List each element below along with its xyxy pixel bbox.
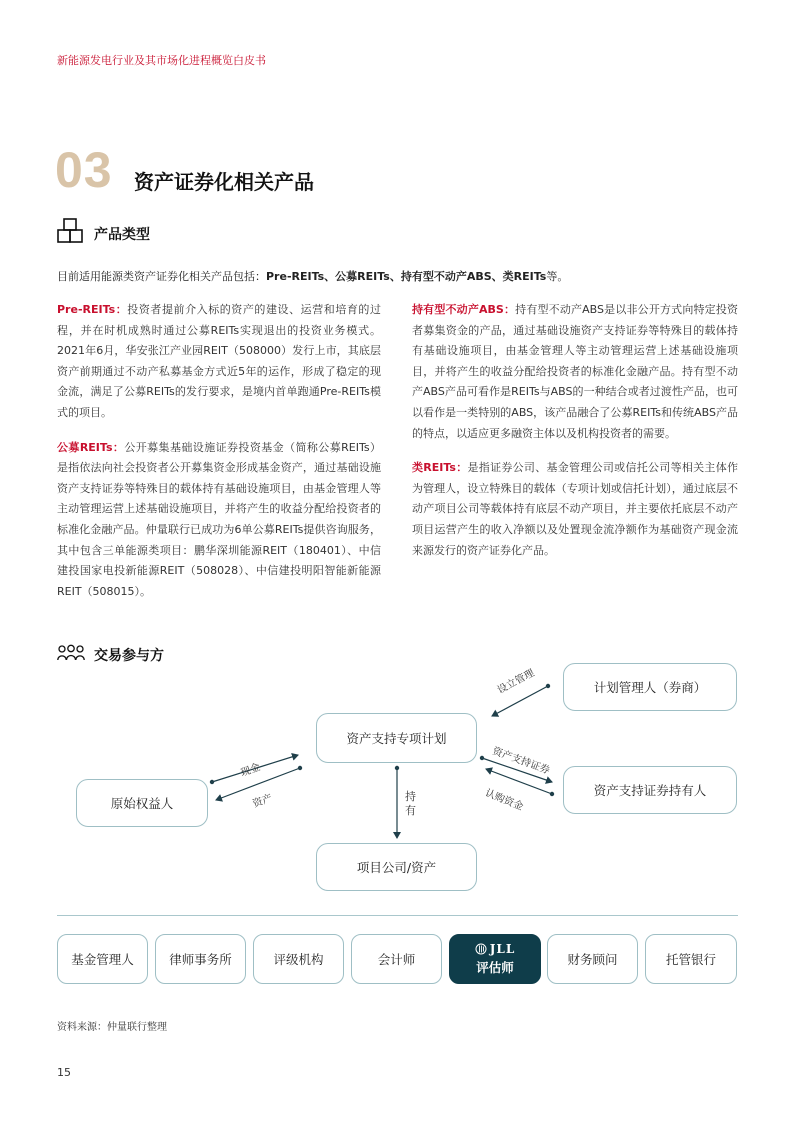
page-number: 15 bbox=[57, 1066, 71, 1079]
node-security-holder: 资产支持证券持有人 bbox=[563, 766, 737, 814]
divider-line bbox=[57, 915, 738, 916]
item-public-reits: 公募REITs：公开募集基础设施证券投资基金（简称公募REITs）是指依法向社会投资者公开募集资金形成基金资产，通过基础设施资产支持证券等特殊目的载体持有基础设施项目，由基金管理人等主动管理运营上述基础设施项目，并将产生的收益分配给投资者的标准化金融产品。仲量联行已成功为6单公募REITs提供咨询服务，其中包含三单能源类项目：鹏华深圳能源REIT（180401）、中信建投国家电投新能源REIT（508028）、中信建投明阳智能新能源REIT（508015）。 bbox=[57, 440, 381, 598]
role-accountant: 会计师 bbox=[351, 934, 442, 984]
label-cash: 现金 bbox=[239, 761, 262, 780]
intro-products: Pre-REITs、公募REITs、持有型不动产ABS、类REITs bbox=[266, 270, 547, 283]
item-pre-reits: Pre-REITs：投资者提前介入标的资产的建设、运营和培育的过程，并在时机成熟时通过公募REITs实现退出的投资业务模式。2021年6月，华安张江产业园REIT（508000）发行上市，其底层资产前期通过不动产私募基金方式近5年的运作，形成了稳定的现金流，满足了公募REITs的发行要求，是境内首单跑通Pre-REITs模式的项目。 bbox=[57, 303, 381, 419]
participants-heading: 交易参与方 bbox=[94, 648, 164, 664]
role-appraiser bbox=[449, 934, 541, 984]
role-law-firm: 律师事务所 bbox=[155, 934, 246, 984]
node-plan-manager: 计划管理人（券商） bbox=[563, 663, 737, 711]
label-setup-manage: 设立管理 bbox=[495, 667, 537, 697]
section-title: 资产证券化相关产品 bbox=[134, 170, 314, 194]
jll-logo: JLL bbox=[475, 942, 516, 956]
role-financial-advisor: 财务顾问 bbox=[547, 934, 638, 984]
item-quasi-reits: 类REITs：是指证券公司、基金管理公司或信托公司等相关主体作为管理人，设立特殊目的载体（专项计划或信托计划），通过底层不动产项目公司等载体持有底层不动产项目，并主要依托底层不动产项目运营产生的收入净额以及处置现金流净额作为基础资产现金流来源发行的资产证券化产品。 bbox=[412, 461, 738, 557]
label-hold-1: 持 bbox=[405, 790, 416, 803]
section-number: 03 bbox=[55, 142, 113, 198]
label-subscribe: 认购资金 bbox=[483, 787, 525, 813]
node-special-plan: 资产支持专项计划 bbox=[316, 713, 477, 763]
jll-logo-icon bbox=[475, 943, 487, 955]
source-note: 资料来源：仲量联行整理 bbox=[57, 1022, 167, 1033]
role-fund-manager: 基金管理人 bbox=[57, 934, 148, 984]
label-assets: 资产 bbox=[251, 792, 274, 811]
role-rating-agency: 评级机构 bbox=[253, 934, 344, 984]
node-project-company: 项目公司/资产 bbox=[316, 843, 477, 891]
running-header: 新能源发电行业及其市场化进程概览白皮书 bbox=[57, 54, 266, 67]
role-custodian-bank: 托管银行 bbox=[645, 934, 737, 984]
label-securities: 资产支持证券 bbox=[490, 745, 552, 777]
item-holding-abs: 持有型不动产ABS：持有型不动产ABS是以非公开方式向特定投资者募集资金的产品，通过基础设施资产支持证券等特殊目的载体持有基础设施项目，由基金管理人等主动管理运营上述基础设施项目，并将产生的收益分配给投资者的标准化金融产品。持有型不动产ABS产品可看作是REITs与ABS的一种结合或者过渡性产品，也可以看作是一类特别的ABS，该产品融合了公募REITs和传统ABS产品的特点，以适应更多融资主体以及机构投资者的需要。 bbox=[412, 303, 739, 440]
product-types-heading: 产品类型 bbox=[94, 227, 150, 243]
label-hold-2: 有 bbox=[405, 804, 416, 817]
role-appraiser-label: 评估师 bbox=[476, 960, 514, 975]
product-types-intro: 目前适用能源类资产证券化相关产品包括：Pre-REITs、公募REITs、持有型不动产ABS、类REITs等。 bbox=[57, 270, 569, 283]
node-originator: 原始权益人 bbox=[76, 779, 208, 827]
